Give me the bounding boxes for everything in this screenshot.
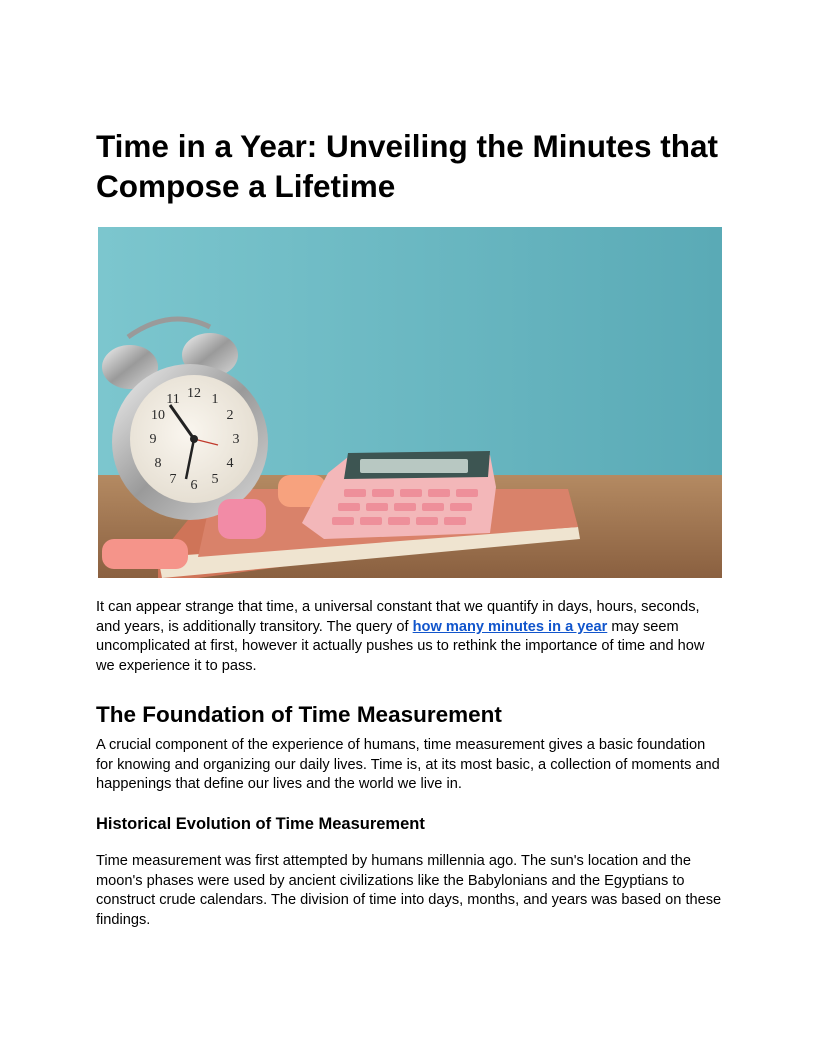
- subsection-heading-history: Historical Evolution of Time Measurement: [96, 815, 425, 833]
- clock-numeral: 1: [211, 392, 219, 407]
- clock-numeral: 9: [149, 432, 157, 447]
- clock-numeral: 11: [166, 392, 180, 407]
- clock-numeral: 4: [226, 456, 234, 471]
- clock-numeral: 8: [154, 456, 162, 471]
- clock-numeral: 3: [232, 432, 240, 447]
- section-foundation-body: A crucial component of the experience of humans, time measurement gives a basic foundation for knowing and organizing our daily lives. Time is, at its most basic, a collection of moments and happenings that define our lives and the world we live in.: [96, 737, 720, 793]
- section-heading-foundation: The Foundation of Time Measurement: [96, 702, 502, 727]
- intro-text-after: may seem uncomplicated at first, however it actually pushes us to rethink the importance of time and how we experience it to pass.: [96, 618, 705, 674]
- clock-numeral: 10: [151, 408, 165, 423]
- clock-numeral: 6: [190, 478, 198, 493]
- hero-image: [98, 227, 722, 578]
- intro-paragraph: [96, 598, 722, 676]
- clock-numeral: 7: [169, 472, 177, 487]
- minutes-in-year-link[interactable]: how many minutes in a year: [412, 618, 608, 635]
- section-history-body: Time measurement was first attempted by humans millennia ago. The sun's location and the moon's phases were used by ancient civilizations like the Babylonians and the Egyptians to construct crude calendars. The division of time into days, months, and years was based on these findings.: [96, 853, 722, 928]
- intro-text-before: It can appear strange that time, a universal constant that we quantify in days, hours, seconds, and years, is additionally transitory. The query of: [96, 599, 700, 635]
- clock-numeral: 12: [187, 386, 201, 401]
- clock-numeral: 5: [211, 472, 219, 487]
- page-title: Time in a Year: Unveiling the Minutes that Compose a Lifetime: [96, 128, 718, 204]
- clock-numeral: 2: [226, 408, 234, 423]
